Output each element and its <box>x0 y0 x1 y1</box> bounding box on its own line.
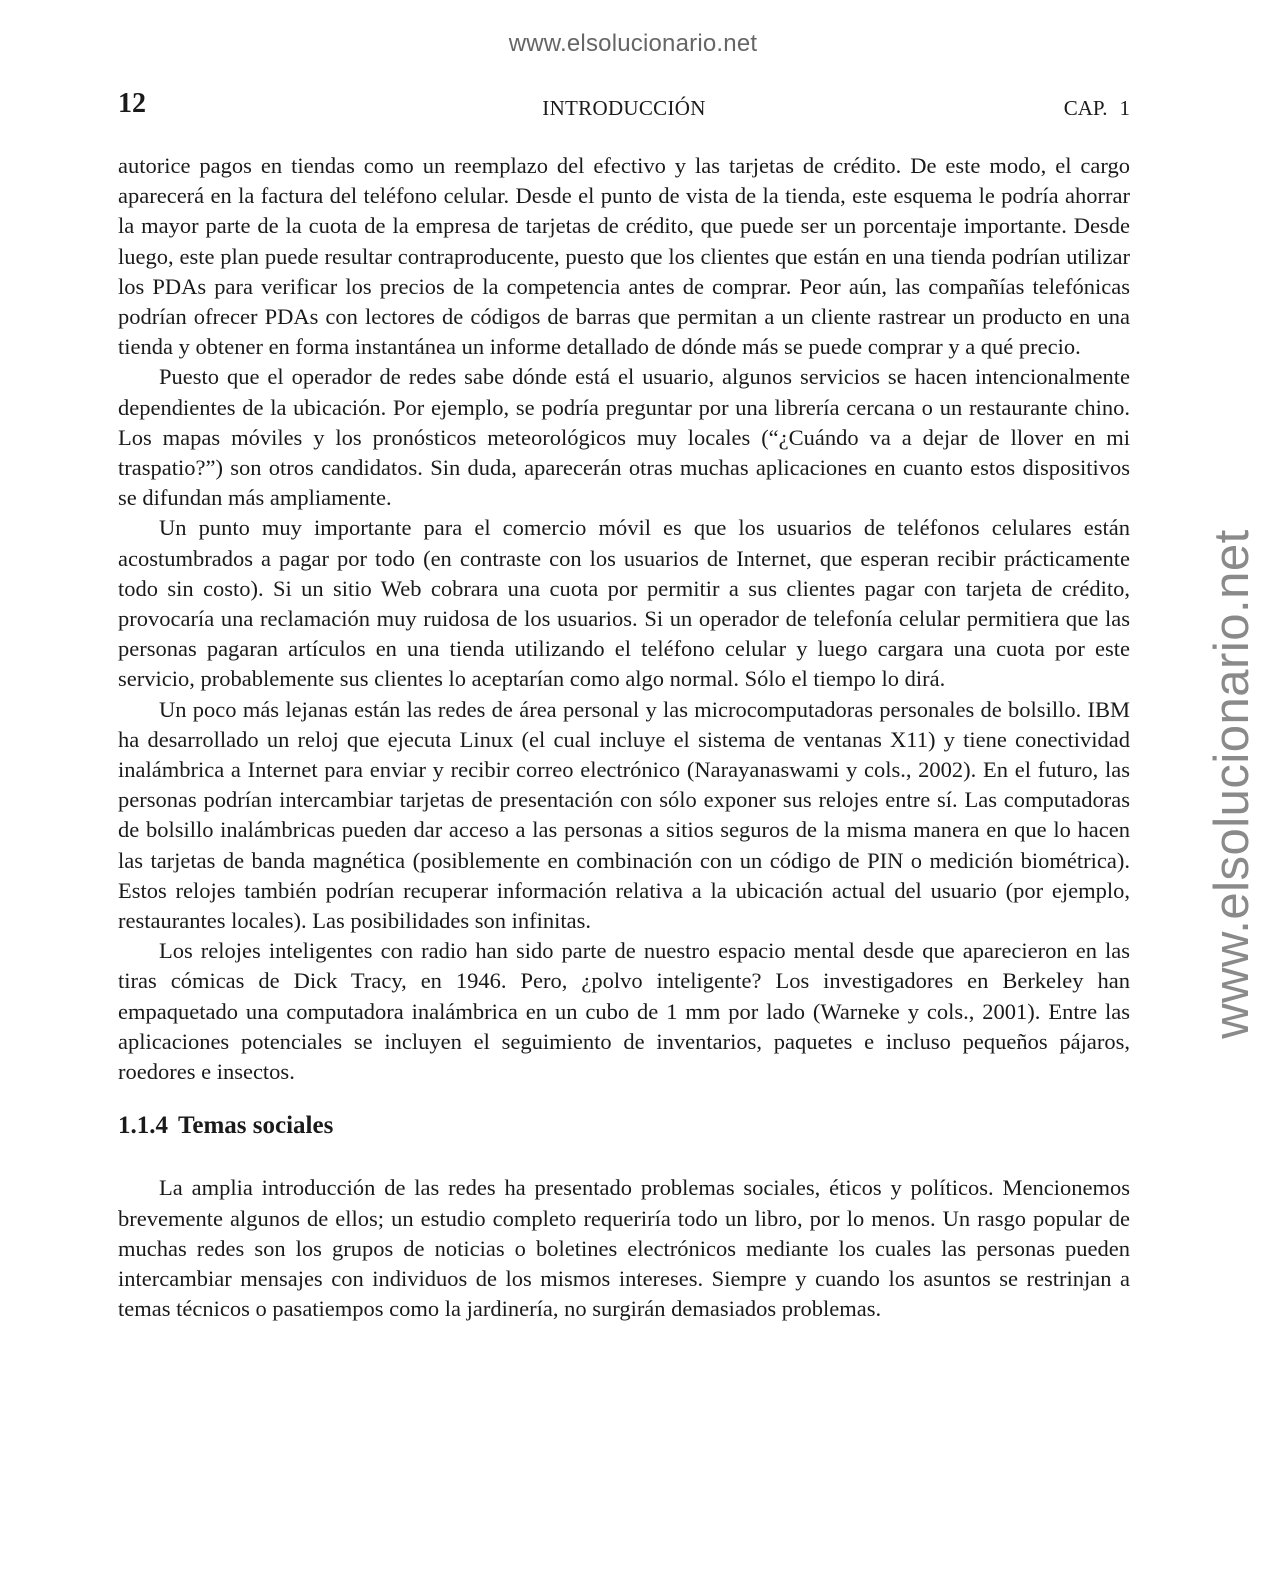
paragraph: Los relojes inteligentes con radio han sido parte de nuestro espacio mental desde que aparecieron en las tiras cómicas de Dick Tracy, en 1946. Pero, ¿polvo inteligente? Los investigadores en Berkeley han empaquetado una computadora inalámbrica en un cubo de 1 mm por lado (Warneke y cols., 2001). Entre las aplicaciones potenciales se incluyen el seguimiento de inventarios, paquetes e incluso pequeños pájaros, roedores e insectos. <box>118 938 1130 1085</box>
watermark-top: www.elsolucionario.net <box>508 30 758 57</box>
body-text <box>118 151 1130 1324</box>
chapter-label <box>1064 96 1130 121</box>
page-number: 12 <box>118 88 146 119</box>
paragraph: La amplia introducción de las redes ha presentado problemas sociales, éticos y políticos. Mencionemos brevemente algunos de ellos; un estudio completo requeriría todo un libro, por lo menos. Un rasgo popular de muchas redes son los grupos de noticias o boletines electrónicos mediante los cuales las personas pueden intercambiar mensajes con individuos de los mismos intereses. Siempre y cuando los asuntos se restrinjan a temas técnicos o pasatiempos como la jardinería, no surgirán demasiados problemas. <box>118 1175 1130 1322</box>
paragraph: Un punto muy importante para el comercio móvil es que los usuarios de teléfonos celulares están acostumbrados a pagar por todo (en contraste con los usuarios de Internet, que esperan recibir prácticamente todo sin costo). Si un sitio Web cobrara una cuota por permitir a sus clientes pagar con tarjeta de crédito, provocaría una reclamación muy ruidosa de los usuarios. Si un operador de telefonía celular permitiera que las personas pagaran artículos en una tienda utilizando el teléfono celular y luego cargara una cuota por este servicio, probablemente sus clientes lo aceptarían como algo normal. Sólo el tiempo lo dirá. <box>118 515 1130 692</box>
chapter-title: INTRODUCCIÓN <box>542 96 706 120</box>
running-head <box>118 88 1130 124</box>
watermark-side: www.elsolucionario.net <box>1205 529 1259 1039</box>
paragraph: Puesto que el operador de redes sabe dónde está el usuario, algunos servicios se hacen intencionalmente dependientes de la ubicación. Por ejemplo, se podría preguntar por una librería cercana o un restaurante chino. Los mapas móviles y los pronósticos meteorológicos muy locales (“¿Cuándo va a dejar de llover en mi traspatio?”) son otros candidatos. Sin duda, aparecerán otras muchas aplicaciones en cuanto estos dispositivos se difundan más ampliamente. <box>118 364 1130 511</box>
paragraph: autorice pagos en tiendas como un reemplazo del efectivo y las tarjetas de crédito. De este modo, el cargo aparecerá en la factura del teléfono celular. Desde el punto de vista de la tienda, este esquema le podría ahorrar la mayor parte de la cuota de la empresa de tarjetas de crédito, que puede ser un porcentaje importante. Desde luego, este plan puede resultar contraproducente, puesto que los clientes que están en una tienda podrían utilizar los PDAs para verificar los precios de la competencia antes de comprar. Peor aún, las compañías telefónicas podrían ofrecer PDAs con lectores de códigos de barras que permitan a un cliente rastrear un producto en una tienda y obtener en forma instantánea un informe detallado de dónde más se puede comprar y a qué precio. <box>118 153 1130 360</box>
chapter-prefix: CAP. <box>1063 96 1108 120</box>
section-title: Temas sociales <box>178 1112 334 1140</box>
chapter-number: 1 <box>1119 96 1130 120</box>
section-number: 1.1.4 <box>118 1112 168 1140</box>
paragraph: Un poco más lejanas están las redes de área personal y las microcomputadoras personales de bolsillo. IBM ha desarrollado un reloj que ejecuta Linux (el cual incluye el sistema de ventanas X11) y tiene conectividad inalámbrica a Internet para enviar y recibir correo electrónico (Narayanaswami y cols., 2002). En el futuro, las personas podrían intercambiar tarjetas de presentación con sólo exponer sus relojes entre sí. Las computadoras de bolsillo inalámbricas pueden dar acceso a las personas a sitios seguros de la misma manera en que lo hacen las tarjetas de banda magnética (posiblemente en combinación con un código de PIN o medición biométrica). Estos relojes también podrían recuperar información relativa a la ubicación actual del usuario (por ejemplo, restaurantes locales). Las posibilidades son infinitas. <box>118 696 1130 934</box>
section-heading <box>118 1109 1130 1143</box>
